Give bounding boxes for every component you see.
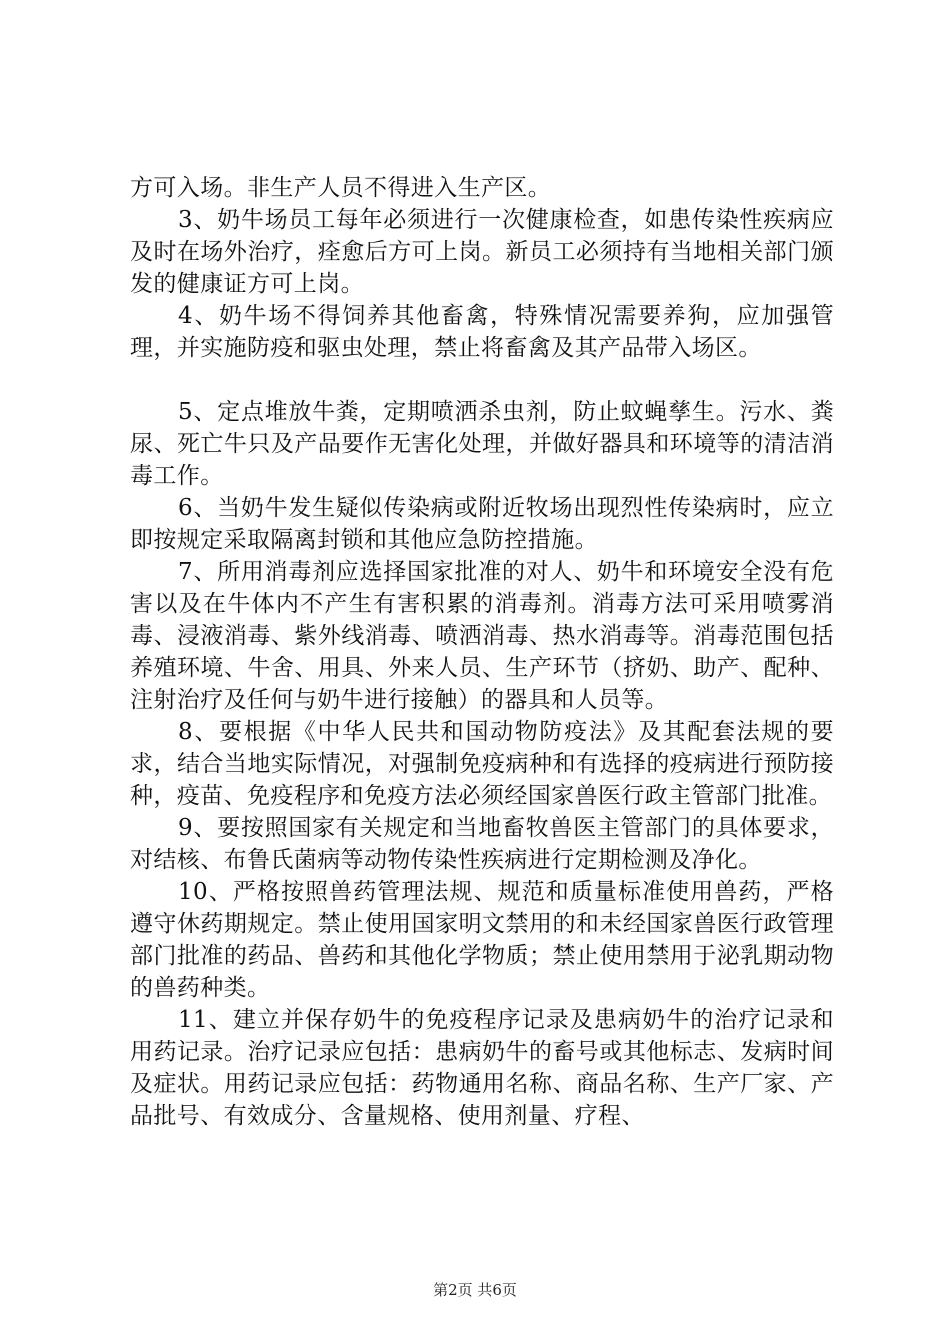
paragraph-8: 8、要根据《中华人民共和国动物防疫法》及其配套法规的要求，结合当地实际情况，对强制免疫病种和有选择的疫病进行预防接种，疫苗、免疫程序和免疫方法必须经国家兽医行政主管部门批准。 <box>130 719 834 809</box>
paragraph-3: 3、奶牛场员工每年必须进行一次健康检查，如患传染性疾病应及时在场外治疗，痊愈后方可上岗。新员工必须持有当地相关部门颁发的健康证方可上岗。 <box>130 207 834 297</box>
paragraph-11: 11、建立并保存奶牛的免疫程序记录及患病奶牛的治疗记录和用药记录。治疗记录应包括：患病奶牛的畜号或其他标志、发病时间及症状。用药记录应包括：药物通用名称、商品名称、生产厂家、产品批号、有效成分、含量规格、使用剂量、疗程、 <box>130 1007 834 1129</box>
paragraph-4: 4、奶牛场不得饲养其他畜禽，特殊情况需要养狗，应加强管理，并实施防疫和驱虫处理，禁止将畜禽及其产品带入场区。 <box>130 303 834 361</box>
paragraph-continuation: 方可入场。非生产人员不得进入生产区。 <box>130 175 552 201</box>
page-number-footer: 第2页 共6页 <box>433 1281 517 1299</box>
paragraph-5: 5、定点堆放牛粪，定期喷洒杀虫剂，防止蚊蝇孳生。污水、粪尿、死亡牛只及产品要作无害化处理，并做好器具和环境等的清洁消毒工作。 <box>130 399 834 489</box>
paragraph-9: 9、要按照国家有关规定和当地畜牧兽医主管部门的具体要求，对结核、布鲁氏菌病等动物传染性疾病进行定期检测及净化。 <box>130 815 834 873</box>
paragraph-6: 6、当奶牛发生疑似传染病或附近牧场出现烈性传染病时，应立即按规定采取隔离封锁和其他应急防控措施。 <box>130 495 834 553</box>
paragraph-7: 7、所用消毒剂应选择国家批准的对人、奶牛和环境安全没有危害以及在牛体内不产生有害积累的消毒剂。消毒方法可采用喷雾消毒、浸液消毒、紫外线消毒、喷洒消毒、热水消毒等。消毒范围包括养殖环境、牛舍、用具、外来人员、生产环节（挤奶、助产、配种、注射治疗及任何与奶牛进行接触）的器具和人员等。 <box>130 559 834 713</box>
document-body <box>130 172 834 1132</box>
paragraph-10: 10、严格按照兽药管理法规、规范和质量标准使用兽药，严格遵守休药期规定。禁止使用国家明文禁用的和未经国家兽医行政管理部门批准的药品、兽药和其他化学物质；禁止使用禁用于泌乳期动物的兽药种类。 <box>130 879 834 1001</box>
